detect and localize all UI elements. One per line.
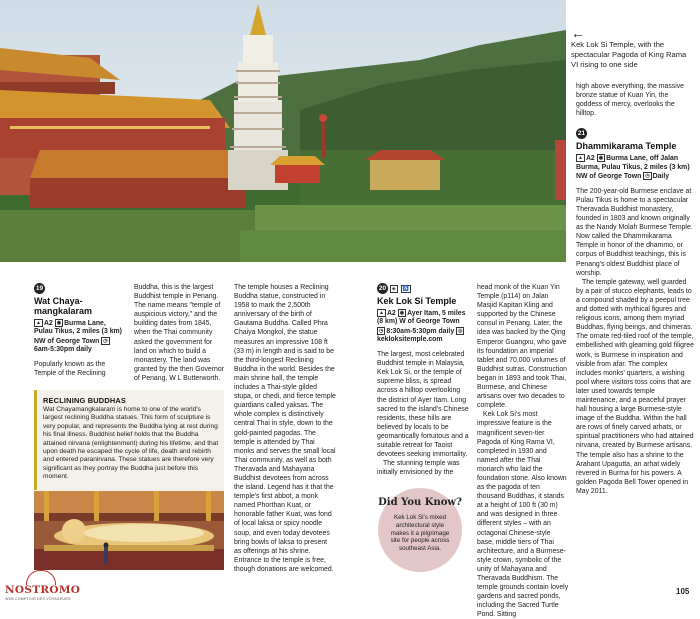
entry-number: 20 [378,285,387,292]
location-pin-icon: ◉ [399,310,405,316]
panel-title: RECLINING BUDDHAS [43,396,127,405]
paragraph: Popularly known as the Temple of the Reclining [34,361,106,378]
entry-title: Kek Lok Si Temple [377,296,457,306]
column-4 [377,283,469,477]
entry-title: Dhammikarama Temple [576,141,677,152]
did-you-know-callout [378,488,462,572]
column-2 [134,283,226,383]
logo-tagline: WEB COMPTOIR DES VOYAGEURS [5,597,71,601]
entry-title: Wat Chaya-mangkalaram [34,296,93,316]
column-right [576,82,694,496]
nostromo-logo [2,570,82,606]
entry-number: 19 [35,285,44,292]
paragraph: Kek Lok Si's most impressive feature is the magnificent seven-tier Pagoda of King Rama VI, completed in 1930 and named after the Thai monarch who laid the foundation stone. Also known as the pagoda of ten thousand Buddhas, it stands at a height of 100 ft (30 m) and was designed in three different styles – with an octagonal Chinese-style base, middle tiers of Thai architecture, and a Burmese-style crown, symbolic of the unity of Mahayana and Theravada Buddhism. The temple grounds contain lovely gardens and sacred ponds, including the Sacred Turtle Pond. Sitting [477,411,569,619]
reclining-buddhas-panel [34,390,224,570]
accessibility-icon: ♿ [402,285,409,292]
entry-meta: ▲ A2 ◉ Burma Lane, Pulau Tikus, 2 miles (3 km) NW of George Town ◷6am-5:30pm daily [34,319,122,354]
did-you-know-text: Kek Lok Si's mixed architectural style makes it a pilgrimage site for people across southeast Asia. [390,514,450,553]
reclining-buddha-photo [34,491,224,570]
page-number: 105 [676,587,690,596]
web-icon: ◎ [458,328,463,335]
panel-text: Wat Chayamangkalaram is home to one of the world's largest reclining Buddha statues. This form of sculpture is very popular, and represents the Buddha lying at rest during his final illness. Buddhist belief holds that the Buddha attained nirvana (enlightenment) during his lifetime, and that upon death he escaped the cycle of life, death and rebirth and entered paranirvana. These statues are therefore very significant as they portray the Buddha just before this moment. [43,406,219,481]
paragraph: The largest, most celebrated Buddhist temple in Malaysia, Kek Lok Si, or the temple of supreme bliss, is spread across a hilltop overlooking the district of Ayer Itam. Long sacred to the island's Chinese residents, these hills are believed by locals to be geomantically fortuitous and a suitable retreat for Taoist devotees seeking immortality. [377,351,469,459]
paragraph: The temple gateway, well guarded by a pair of stucco elephants, leads to a compound shaded by a peepul tree and dotted with mythical figures and religious icons, among them myriad Buddhas, flying beings, and chimeras. The ornate red-tiled roof of the temple, embellished with gleaming gold filigree work, is Burmese in inspiration and visible from afar. The complex includes monks' quarters, a wishing pool where visitors toss coins that are later used towards temple maintenance, and a peaceful prayer hall housing a large Burmese-style image of the Buddha. Within the hall are rows of finely carved arhats, or spiritual practitioners who had attained nirvana, created by Burmese artisans. The temple also has a shrine to the Arahant Upagutta, an arhat widely revered in Burma for his powers. A golden Pagoda Bell Tower opened in May 2011. [576,278,694,495]
entry-number: 21 [577,130,586,138]
logo-name: NOSTROMO [5,584,81,596]
continued-text: high above everything, the massive bronze statue of Kuan Yin, the goddess of mercy, overlooks the hilltop. [576,83,685,118]
entry-meta: ▲ A2 ◉ Ayer Itam, 5 miles (8 km) W of George Town ◷ 8:30am-5:30pm daily ◎kekloksitemple.com [377,309,466,344]
arrow-left-icon: ← [571,25,585,41]
clock-icon: ◷ [645,173,650,180]
hero-photo-kek-lok-si [0,0,566,262]
clock-icon: ◷ [103,338,108,345]
paragraph: The stunning temple was initially envisioned by the [377,460,460,477]
map-grid-icon: ▲ [379,310,384,316]
paragraph: Buddha, this is the largest Buddhist temple in Penang. The name means "temple of auspicious victory," and the building dates from 1845, when the Thai community asked the government for land on which to build a monastery. The land was granted by the then Governor of Penang, W L Butterworth. [134,284,225,382]
map-grid-icon: ▲ [578,155,583,162]
photo-caption [571,25,695,70]
photo-spot-icon: ◈ [391,285,396,292]
clock-icon: ◷ [379,328,384,335]
location-pin-icon: ◉ [598,155,604,162]
column-5 [477,283,569,619]
column-1 [34,283,126,378]
panel-accent-bar [34,390,37,490]
logo-arc [26,570,56,585]
paragraph: head monk of the Kuan Yin Temple (p114) on Jalan Masjid Kapitan Kling and supported by the Chinese consul in Penang. Later, the idea was backed by the Qing Emperor Guangxu, who gave its foundation an imperial tablet and 70,000 volumes of Buddhist sutras. Construction began in 1893 and took Thai, Burmese, and Chinese artisans over two decades to complete. [477,284,568,410]
location-pin-icon: ◉ [56,320,62,326]
caption-text: Kek Lok Si Temple, with the spectacular Pagoda of King Rama VI rising to one side [571,40,687,69]
map-grid-icon: ▲ [36,320,41,326]
did-you-know-title: Did You Know? [378,497,462,508]
paragraph: The 200-year-old Burmese enclave at Pulau Tikus is home to a spectacular Theravada Buddhist monastery, founded in 1803 and known originally as the Nandy Molah Burmese Temple. Now called the Dhammikarama Temple in honor of the dhammo, or corpus of Buddhist teachings, this is Penang's oldest Buddhist place of worship. [576,187,693,277]
entry-meta: ▲ A2 ◉ Burma Lane, off Jalan Burma, Pulau Tikus, 2 miles (3 km) NW of George Town ◷ Daily [576,155,690,181]
paragraph: The temple houses a Reclining Buddha statue, constructed in 1958 to mark the 2,500th anniversary of the birth of Gautama Buddha. Called Phra Chaiya Mongkol, the statue measures an impressive 108 ft (33 m) in length and is said to be the third-longest Reclining Buddha in the world. Besides the main shrine hall, the temple includes a Thai-style gilded stupa, or chedi, and fierce temple guardians called yaksas. The whole complex is distinctively central Thai in style, down to the gold-painted pagodas. The temple is attended by Thai monks and serves the small local Thai community, as well as both Theravada and Mahayana Buddhist devotees from across the island. Legend has it that the temple's first abbot, a monk named Phorthan Kuat, or honorable father Kuat, was fond of local laksa or spicy noodle soup, and even today devotees bring bowls of laksa to present as offerings at his shrine. Entrance to the temple is free, though donations are welcomed. [234,284,336,573]
column-3 [234,283,336,574]
